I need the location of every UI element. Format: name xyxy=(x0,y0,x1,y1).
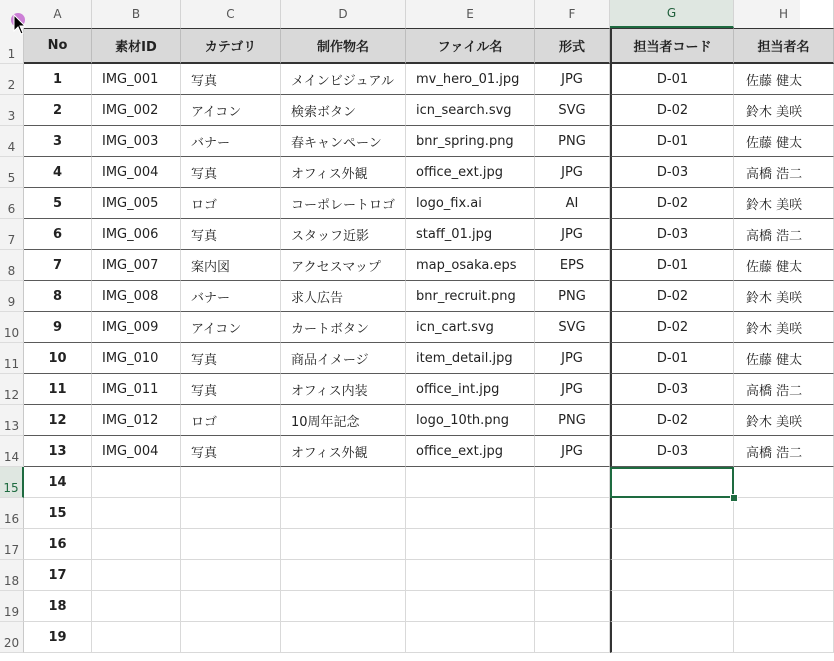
cell-format[interactable]: JPG xyxy=(535,64,610,95)
table-header-product-name[interactable]: 制作物名 xyxy=(281,28,406,64)
cell-format[interactable]: SVG xyxy=(535,95,610,126)
row-header-16[interactable]: 16 xyxy=(0,498,24,529)
row-header-13[interactable]: 13 xyxy=(0,405,24,436)
row-header-2[interactable]: 2 xyxy=(0,64,24,95)
empty-cell[interactable] xyxy=(281,622,406,653)
cell-staff-name[interactable]: 高橋 浩二 xyxy=(734,157,834,188)
cell-staff-code[interactable]: D-01 xyxy=(610,250,734,281)
cell-file-name[interactable]: logo_fix.ai xyxy=(406,188,535,219)
cell-staff-code[interactable]: D-02 xyxy=(610,281,734,312)
cell-product-name[interactable]: 10周年記念 xyxy=(281,405,406,436)
cell-category[interactable]: 写真 xyxy=(181,64,281,95)
grid xyxy=(24,28,810,661)
cell-file-name[interactable]: bnr_recruit.png xyxy=(406,281,535,312)
empty-cell[interactable] xyxy=(535,529,610,560)
empty-cell[interactable] xyxy=(406,498,535,529)
cell-product-name[interactable]: オフィス外観 xyxy=(281,436,406,467)
empty-cell[interactable] xyxy=(92,467,181,498)
cell-staff-name[interactable]: 佐藤 健太 xyxy=(734,126,834,157)
cell-file-name[interactable]: map_osaka.eps xyxy=(406,250,535,281)
cell-no[interactable]: 15 xyxy=(24,498,92,529)
cell-asset-id[interactable]: IMG_006 xyxy=(92,219,181,250)
empty-cell[interactable] xyxy=(181,622,281,653)
empty-cell[interactable] xyxy=(281,498,406,529)
empty-cell[interactable] xyxy=(406,529,535,560)
empty-cell[interactable] xyxy=(406,591,535,622)
cell-file-name[interactable]: office_int.jpg xyxy=(406,374,535,405)
cell-product-name[interactable]: アクセスマップ xyxy=(281,250,406,281)
empty-cell[interactable] xyxy=(734,467,834,498)
row-header-10[interactable]: 10 xyxy=(0,312,24,343)
empty-cell[interactable] xyxy=(610,529,734,560)
cell-asset-id[interactable]: IMG_005 xyxy=(92,188,181,219)
column-header-a[interactable]: A xyxy=(24,0,92,28)
cell-staff-name[interactable]: 高橋 浩二 xyxy=(734,374,834,405)
cell-asset-id[interactable]: IMG_001 xyxy=(92,64,181,95)
cell-file-name[interactable]: logo_10th.png xyxy=(406,405,535,436)
cell-asset-id[interactable]: IMG_010 xyxy=(92,343,181,374)
cell-no[interactable]: 16 xyxy=(24,529,92,560)
cell-staff-code[interactable]: D-03 xyxy=(610,436,734,467)
cell-file-name[interactable]: item_detail.jpg xyxy=(406,343,535,374)
cell-staff-name[interactable]: 佐藤 健太 xyxy=(734,343,834,374)
fill-handle[interactable] xyxy=(730,494,738,502)
cell-staff-code[interactable]: D-01 xyxy=(610,64,734,95)
cell-category[interactable]: 案内図 xyxy=(181,250,281,281)
table-header-staff-name[interactable]: 担当者名 xyxy=(734,28,834,64)
row-header-3[interactable]: 3 xyxy=(0,95,24,126)
table-header-format[interactable]: 形式 xyxy=(535,28,610,64)
cell-asset-id[interactable]: IMG_004 xyxy=(92,436,181,467)
empty-cell[interactable] xyxy=(406,622,535,653)
cell-staff-code[interactable]: D-03 xyxy=(610,374,734,405)
row-header-14[interactable]: 14 xyxy=(0,436,24,467)
empty-cell[interactable] xyxy=(406,560,535,591)
row-header-18[interactable]: 18 xyxy=(0,560,24,591)
row-header-9[interactable]: 9 xyxy=(0,281,24,312)
row-header-20[interactable]: 20 xyxy=(0,622,24,653)
cell-staff-code[interactable]: D-02 xyxy=(610,95,734,126)
cell-product-name[interactable]: 春キャンペーン xyxy=(281,126,406,157)
cell-staff-name[interactable]: 佐藤 健太 xyxy=(734,250,834,281)
cell-category[interactable]: ロゴ xyxy=(181,405,281,436)
cell-no[interactable]: 8 xyxy=(24,281,92,312)
cell-product-name[interactable]: オフィス外観 xyxy=(281,157,406,188)
empty-cell[interactable] xyxy=(610,498,734,529)
cell-staff-code[interactable]: D-02 xyxy=(610,405,734,436)
column-header-f[interactable]: F xyxy=(535,0,610,28)
cell-no[interactable]: 3 xyxy=(24,126,92,157)
cell-product-name[interactable]: コーポレートロゴ xyxy=(281,188,406,219)
cell-no[interactable]: 6 xyxy=(24,219,92,250)
cell-staff-code[interactable]: D-02 xyxy=(610,188,734,219)
row-header-7[interactable]: 7 xyxy=(0,219,24,250)
column-header-g[interactable]: G xyxy=(610,0,734,28)
cell-category[interactable]: アイコン xyxy=(181,312,281,343)
column-header-e[interactable]: E xyxy=(406,0,535,28)
cell-category[interactable]: アイコン xyxy=(181,95,281,126)
cell-staff-name[interactable]: 佐藤 健太 xyxy=(734,64,834,95)
row-header-5[interactable]: 5 xyxy=(0,157,24,188)
cell-asset-id[interactable]: IMG_011 xyxy=(92,374,181,405)
cell-no[interactable]: 19 xyxy=(24,622,92,653)
cell-category[interactable]: バナー xyxy=(181,126,281,157)
column-header-b[interactable]: B xyxy=(92,0,181,28)
empty-cell[interactable] xyxy=(610,467,734,498)
row-header-11[interactable]: 11 xyxy=(0,343,24,374)
cell-no[interactable]: 18 xyxy=(24,591,92,622)
cell-file-name[interactable]: bnr_spring.png xyxy=(406,126,535,157)
empty-cell[interactable] xyxy=(734,560,834,591)
column-header-h[interactable]: H xyxy=(734,0,834,28)
cell-no[interactable]: 9 xyxy=(24,312,92,343)
cell-category[interactable]: 写真 xyxy=(181,436,281,467)
cell-no[interactable]: 2 xyxy=(24,95,92,126)
cell-format[interactable]: JPG xyxy=(535,374,610,405)
cell-product-name[interactable]: メインビジュアル xyxy=(281,64,406,95)
cell-no[interactable]: 14 xyxy=(24,467,92,498)
cell-no[interactable]: 11 xyxy=(24,374,92,405)
table-header-file-name[interactable]: ファイル名 xyxy=(406,28,535,64)
cell-no[interactable]: 17 xyxy=(24,560,92,591)
empty-cell[interactable] xyxy=(181,591,281,622)
cell-category[interactable]: 写真 xyxy=(181,157,281,188)
empty-cell[interactable] xyxy=(734,622,834,653)
column-header-bar xyxy=(0,0,800,29)
table-header-staff-code[interactable]: 担当者コード xyxy=(610,28,734,64)
row-header-17[interactable]: 17 xyxy=(0,529,24,560)
empty-cell[interactable] xyxy=(406,467,535,498)
empty-cell[interactable] xyxy=(92,622,181,653)
column-header-c[interactable]: C xyxy=(181,0,281,28)
cell-staff-code[interactable]: D-01 xyxy=(610,343,734,374)
row-header-12[interactable]: 12 xyxy=(0,374,24,405)
cell-format[interactable]: JPG xyxy=(535,343,610,374)
cell-asset-id[interactable]: IMG_004 xyxy=(92,157,181,188)
cell-file-name[interactable]: icn_search.svg xyxy=(406,95,535,126)
cell-no[interactable]: 4 xyxy=(24,157,92,188)
cell-product-name[interactable]: カートボタン xyxy=(281,312,406,343)
empty-cell[interactable] xyxy=(535,622,610,653)
row-header-8[interactable]: 8 xyxy=(0,250,24,281)
cell-format[interactable]: PNG xyxy=(535,405,610,436)
row-header-4[interactable]: 4 xyxy=(0,126,24,157)
cell-category[interactable]: 写真 xyxy=(181,374,281,405)
row-header-6[interactable]: 6 xyxy=(0,188,24,219)
cell-no[interactable]: 10 xyxy=(24,343,92,374)
cell-staff-name[interactable]: 鈴木 美咲 xyxy=(734,281,834,312)
row-header-19[interactable]: 19 xyxy=(0,591,24,622)
cell-no[interactable]: 12 xyxy=(24,405,92,436)
empty-cell[interactable] xyxy=(181,467,281,498)
empty-cell[interactable] xyxy=(610,591,734,622)
cell-asset-id[interactable]: IMG_007 xyxy=(92,250,181,281)
cell-category[interactable]: 写真 xyxy=(181,219,281,250)
cell-format[interactable]: AI xyxy=(535,188,610,219)
cell-asset-id[interactable]: IMG_003 xyxy=(92,126,181,157)
cell-file-name[interactable]: office_ext.jpg xyxy=(406,157,535,188)
cell-category[interactable]: ロゴ xyxy=(181,188,281,219)
cell-category[interactable]: バナー xyxy=(181,281,281,312)
empty-cell[interactable] xyxy=(610,622,734,653)
cell-category[interactable]: 写真 xyxy=(181,343,281,374)
table-header-no[interactable]: No xyxy=(24,28,92,64)
empty-cell[interactable] xyxy=(734,591,834,622)
cell-staff-name[interactable]: 鈴木 美咲 xyxy=(734,312,834,343)
empty-cell[interactable] xyxy=(92,529,181,560)
cell-no[interactable]: 13 xyxy=(24,436,92,467)
cell-format[interactable]: SVG xyxy=(535,312,610,343)
empty-cell[interactable] xyxy=(535,498,610,529)
cell-format[interactable]: PNG xyxy=(535,281,610,312)
table-header-asset-id[interactable]: 素材ID xyxy=(92,28,181,64)
cell-staff-code[interactable]: D-01 xyxy=(610,126,734,157)
cell-file-name[interactable]: office_ext.jpg xyxy=(406,436,535,467)
cell-file-name[interactable]: staff_01.jpg xyxy=(406,219,535,250)
cell-asset-id[interactable]: IMG_008 xyxy=(92,281,181,312)
empty-cell[interactable] xyxy=(281,529,406,560)
mouse-cursor-icon xyxy=(12,14,28,36)
empty-cell[interactable] xyxy=(535,591,610,622)
empty-cell[interactable] xyxy=(535,560,610,591)
table-header-category[interactable]: カテゴリ xyxy=(181,28,281,64)
cell-staff-code[interactable]: D-02 xyxy=(610,312,734,343)
cell-staff-name[interactable]: 鈴木 美咲 xyxy=(734,95,834,126)
cell-product-name[interactable]: オフィス内装 xyxy=(281,374,406,405)
row-header-1[interactable]: 1 xyxy=(0,28,24,64)
empty-cell[interactable] xyxy=(281,591,406,622)
cell-staff-name[interactable]: 鈴木 美咲 xyxy=(734,188,834,219)
empty-cell[interactable] xyxy=(535,467,610,498)
cell-staff-code[interactable]: D-03 xyxy=(610,219,734,250)
cell-staff-name[interactable]: 高橋 浩二 xyxy=(734,219,834,250)
empty-cell[interactable] xyxy=(281,467,406,498)
cell-no[interactable]: 1 xyxy=(24,64,92,95)
column-header-d[interactable]: D xyxy=(281,0,406,28)
empty-cell[interactable] xyxy=(92,498,181,529)
empty-cell[interactable] xyxy=(92,560,181,591)
cell-asset-id[interactable]: IMG_012 xyxy=(92,405,181,436)
empty-cell[interactable] xyxy=(181,529,281,560)
cell-format[interactable]: JPG xyxy=(535,436,610,467)
cell-staff-code[interactable]: D-03 xyxy=(610,157,734,188)
cell-format[interactable]: JPG xyxy=(535,157,610,188)
cell-format[interactable]: PNG xyxy=(535,126,610,157)
row-header-15[interactable]: 15 xyxy=(0,467,24,498)
cell-product-name[interactable]: 求人広告 xyxy=(281,281,406,312)
cell-no[interactable]: 5 xyxy=(24,188,92,219)
cell-product-name[interactable]: スタッフ近影 xyxy=(281,219,406,250)
empty-cell[interactable] xyxy=(181,498,281,529)
cell-no[interactable]: 7 xyxy=(24,250,92,281)
cell-asset-id[interactable]: IMG_009 xyxy=(92,312,181,343)
cell-format[interactable]: EPS xyxy=(535,250,610,281)
cell-file-name[interactable]: mv_hero_01.jpg xyxy=(406,64,535,95)
empty-cell[interactable] xyxy=(734,529,834,560)
empty-cell[interactable] xyxy=(92,591,181,622)
empty-cell[interactable] xyxy=(281,560,406,591)
empty-cell[interactable] xyxy=(734,498,834,529)
empty-cell[interactable] xyxy=(181,560,281,591)
cell-product-name[interactable]: 検索ボタン xyxy=(281,95,406,126)
cell-format[interactable]: JPG xyxy=(535,219,610,250)
cell-asset-id[interactable]: IMG_002 xyxy=(92,95,181,126)
cell-file-name[interactable]: icn_cart.svg xyxy=(406,312,535,343)
cell-staff-name[interactable]: 高橋 浩二 xyxy=(734,436,834,467)
empty-cell[interactable] xyxy=(610,560,734,591)
cell-product-name[interactable]: 商品イメージ xyxy=(281,343,406,374)
cell-staff-name[interactable]: 鈴木 美咲 xyxy=(734,405,834,436)
